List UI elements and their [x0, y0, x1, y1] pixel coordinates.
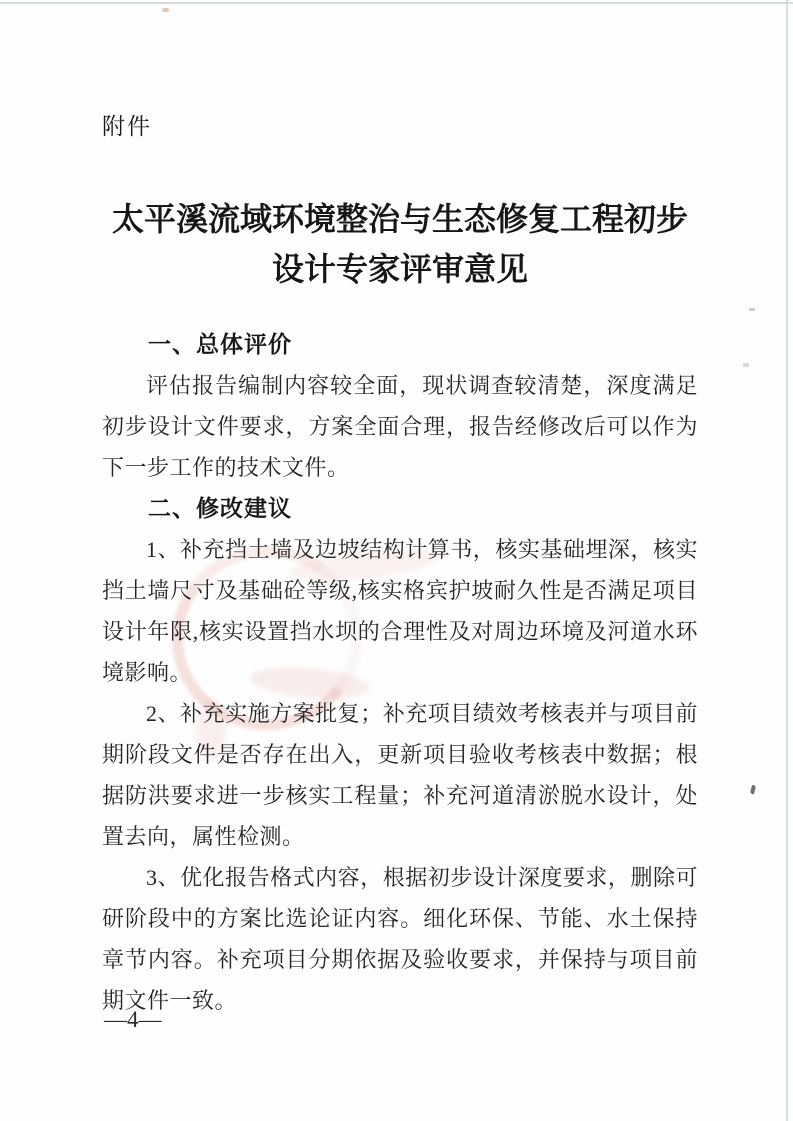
scan-speck-ink	[750, 785, 756, 795]
attachment-label: 附件	[102, 114, 152, 139]
scan-edge-right-line	[786, 0, 788, 1121]
section-heading-overall-evaluation: 一、总体评价	[148, 331, 292, 357]
page-number: —4—	[104, 1007, 162, 1032]
document-title-line-1: 太平溪流域环境整治与生态修复工程初步	[111, 201, 688, 237]
section-heading-revision-suggestions: 二、修改建议	[148, 495, 292, 521]
document-title	[102, 194, 698, 294]
revision-suggestion-item-1: 1、补充挡土墙及边坡结构计算书，核实基础埋深，核实挡土墙尺寸及基础砼等级,核实格宾护坡耐久性是否满足项目设计年限,核实设置挡水坝的合理性及对周边环境及河道水环境影响。	[102, 537, 698, 685]
scan-speck-gray	[743, 363, 749, 367]
overall-evaluation-paragraph: 评估报告编制内容较全面，现状调查较清楚，深度满足初步设计文件要求，方案全面合理，报告经修改后可以作为下一步工作的技术文件。	[102, 373, 698, 480]
document-title-line-2: 设计专家评审意见	[271, 251, 528, 287]
scan-speck-gray	[749, 308, 755, 311]
revision-suggestion-item-2: 2、补充实施方案批复；补充项目绩效考核表并与项目前期阶段文件是否存在出入，更新项目验收考核表中数据；根据防洪要求进一步核实工程量；补充河道清淤脱水设计，处置去向，属性检测。	[102, 701, 698, 849]
document-content	[102, 0, 698, 1021]
revision-suggestion-item-3: 3、优化报告格式内容，根据初步设计深度要求，删除可研阶段中的方案比选论证内容。细化环保、节能、水土保持章节内容。补充项目分期依据及验收要求，并保持与项目前期文件一致。	[102, 865, 698, 1013]
